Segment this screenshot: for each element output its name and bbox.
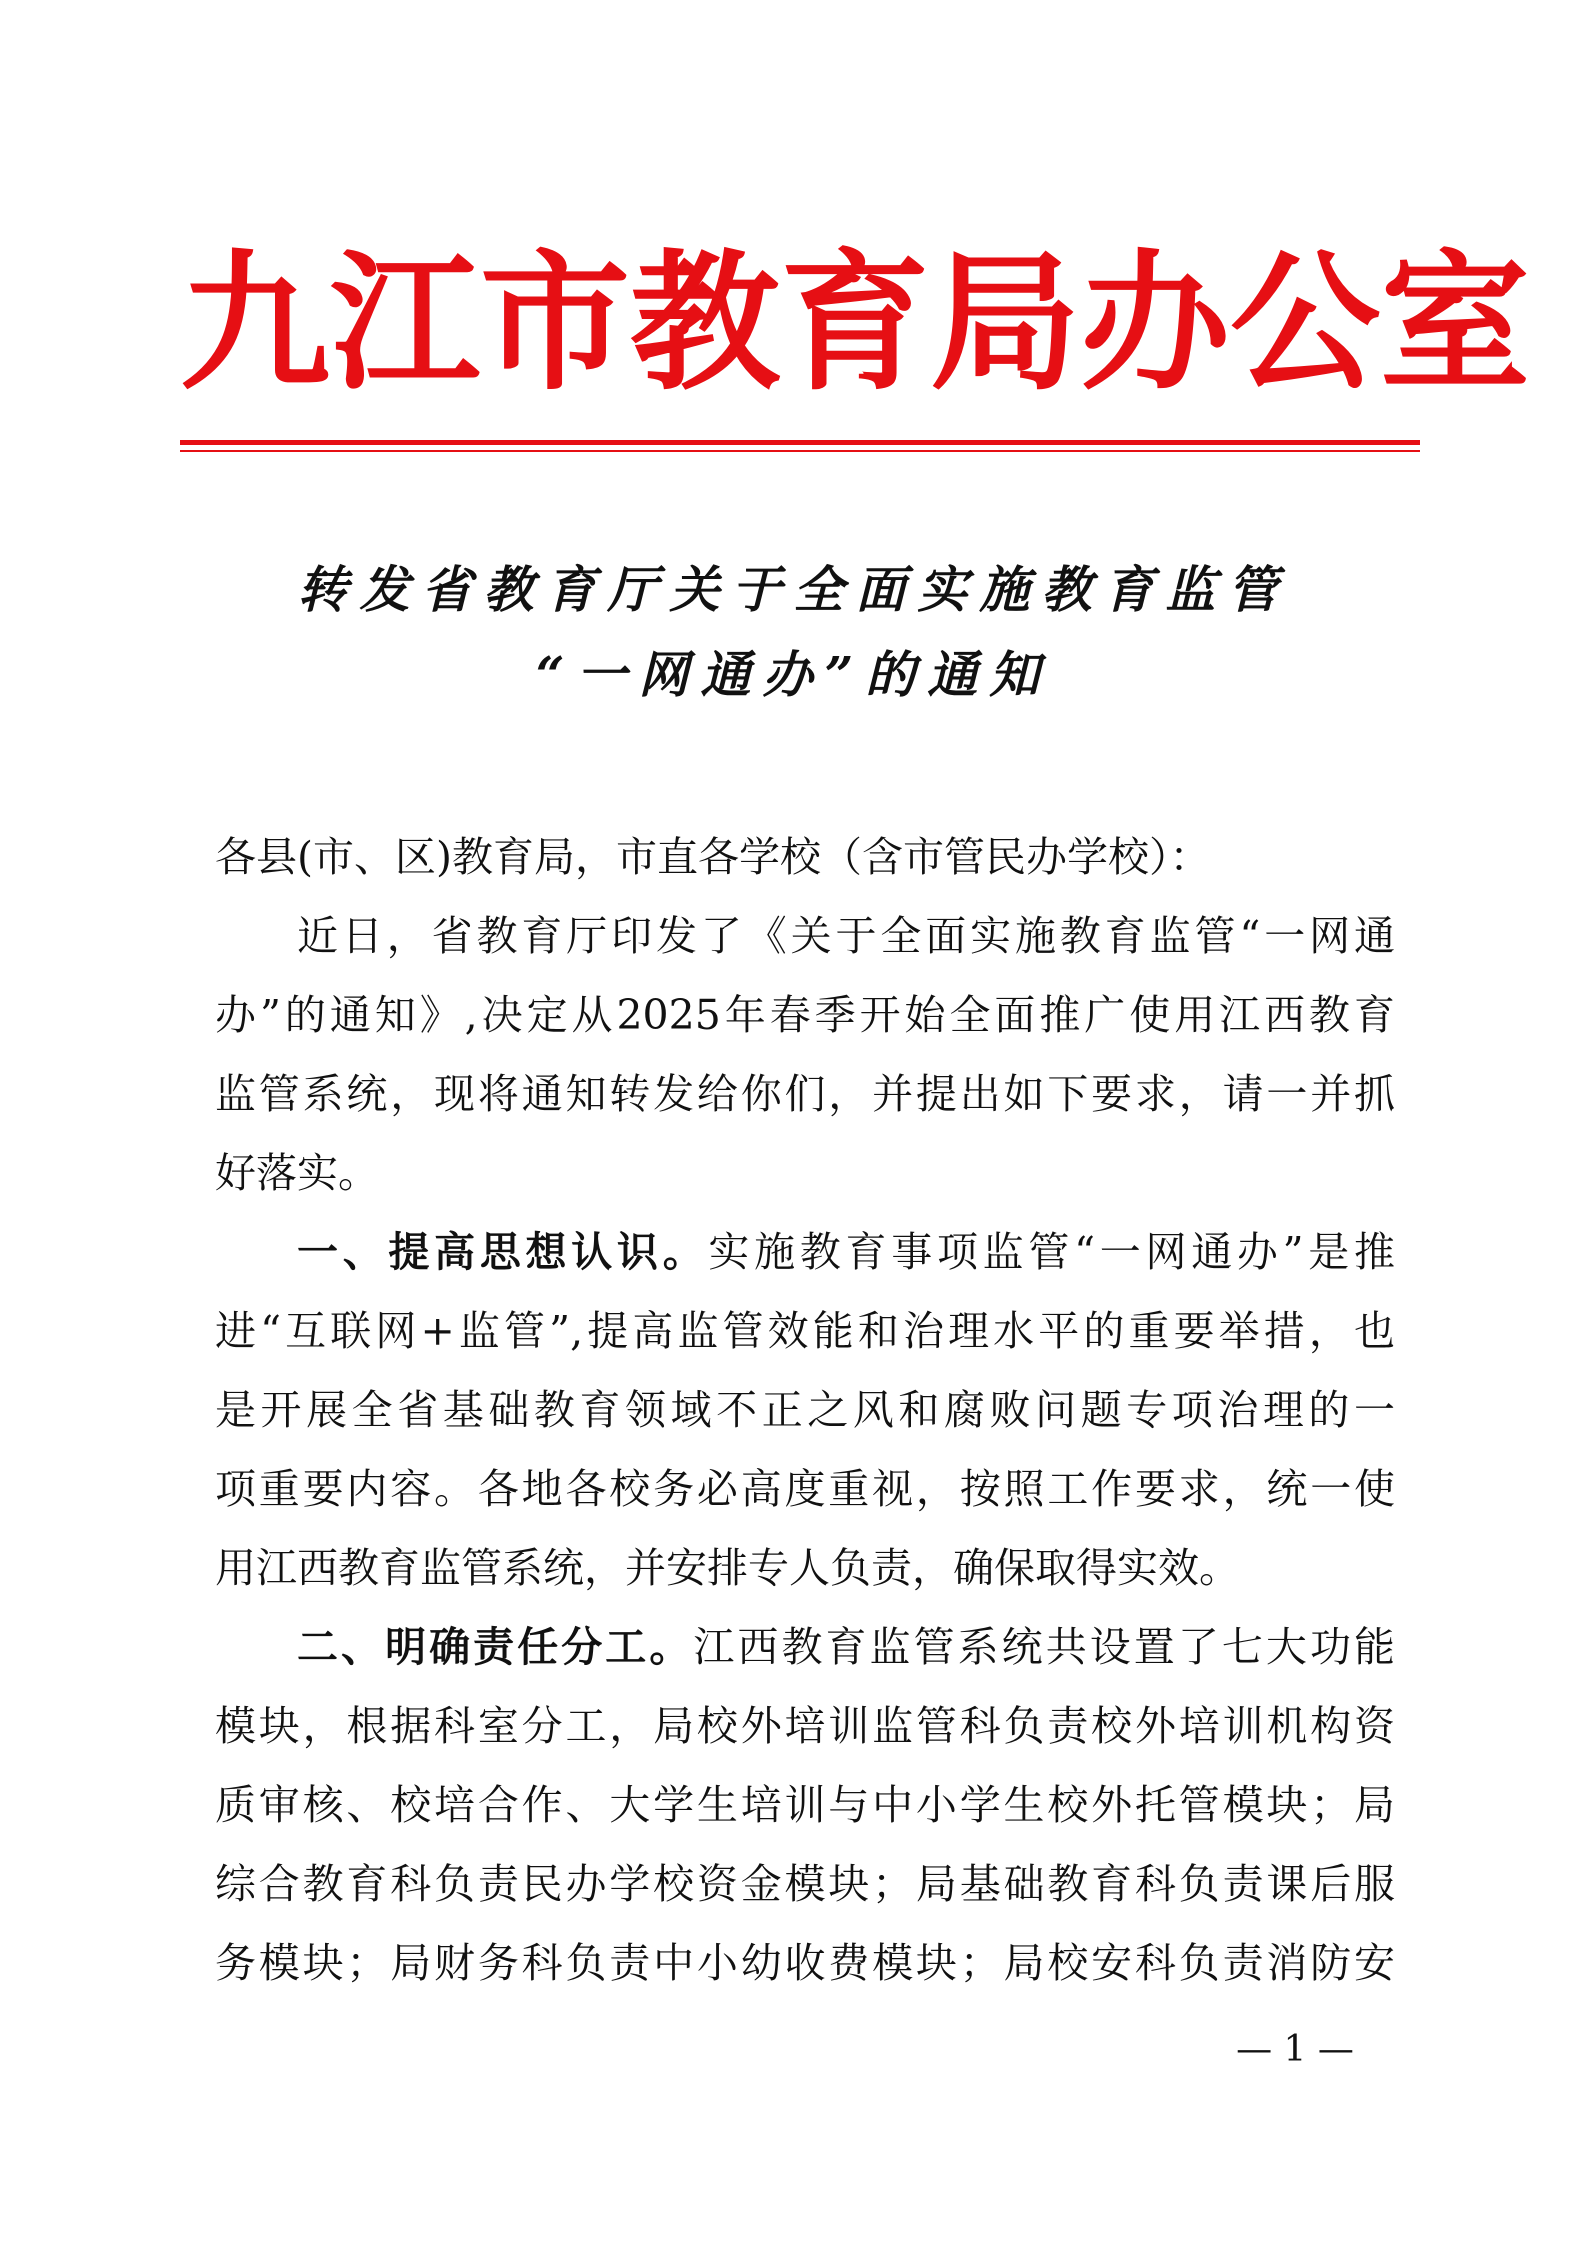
paragraph-line: 用江西教育监管系统，并安排专人负责，确保取得实效。	[215, 1544, 1240, 1592]
letterhead-char: 公	[1230, 235, 1381, 411]
letterhead-char: 局	[930, 235, 1081, 411]
letterhead-char: 江	[330, 235, 481, 411]
addressee-line: 各县(市、区)教育局，市直各学校（含市管民办学校）：	[215, 833, 1211, 881]
section-2-first-line-text: 江西教育监管系统共设置了七大功能	[693, 1623, 1395, 1671]
document-title-line-2: “一网通办”的通知	[535, 645, 1052, 704]
paragraph-line: 近日，省教育厅印发了《关于全面实施教育监管“一网通	[297, 912, 1395, 960]
letterhead-org-name	[180, 218, 1531, 428]
paragraph-line: 进“互联网+监管”,提高监管效能和治理水平的重要举措，也	[215, 1307, 1395, 1355]
letterhead-char: 教	[630, 235, 781, 411]
letterhead-char: 育	[780, 235, 931, 411]
paragraph-line: 是开展全省基础教育领域不正之风和腐败问题专项治理的一	[215, 1386, 1395, 1434]
letterhead-char: 九	[180, 235, 331, 411]
paragraph-line: 模块，根据科室分工，局校外培训监管科负责校外培训机构资	[215, 1702, 1395, 1750]
paragraph-line: 务模块；局财务科负责中小幼收费模块；局校安科负责消防安	[215, 1939, 1395, 1987]
section-1-first-line-text: 实施教育事项监管“一网通办”是推	[708, 1228, 1395, 1276]
section-1-first-line	[297, 1228, 1395, 1276]
letterhead-char: 办	[1080, 235, 1231, 411]
section-2-first-line	[297, 1623, 1395, 1671]
paragraph-line: 好落实。	[215, 1149, 379, 1197]
page-number: — 1 —	[1236, 2029, 1354, 2070]
section-2-heading: 二、明确责任分工。	[297, 1623, 694, 1671]
paragraph-line: 综合教育科负责民办学校资金模块；局基础教育科负责课后服	[215, 1860, 1395, 1908]
letterhead-char: 市	[480, 235, 631, 411]
document-title-line-1: 转发省教育厅关于全面实施教育监管	[297, 560, 1290, 619]
section-1-heading: 一、提高思想认识。	[297, 1228, 709, 1276]
letterhead-red-rule	[180, 440, 1420, 445]
paragraph-line: 监管系统，现将通知转发给你们，并提出如下要求，请一并抓	[215, 1070, 1395, 1118]
letterhead-char: 室	[1380, 235, 1531, 411]
paragraph-line: 质审核、校培合作、大学生培训与中小学生校外托管模块；局	[215, 1781, 1395, 1829]
paragraph-line: 办”的通知》,决定从2025年春季开始全面推广使用江西教育	[215, 991, 1395, 1039]
letterhead-red-rule-thin	[180, 450, 1420, 452]
paragraph-line: 项重要内容。各地各校务必高度重视，按照工作要求，统一使	[215, 1465, 1395, 1513]
